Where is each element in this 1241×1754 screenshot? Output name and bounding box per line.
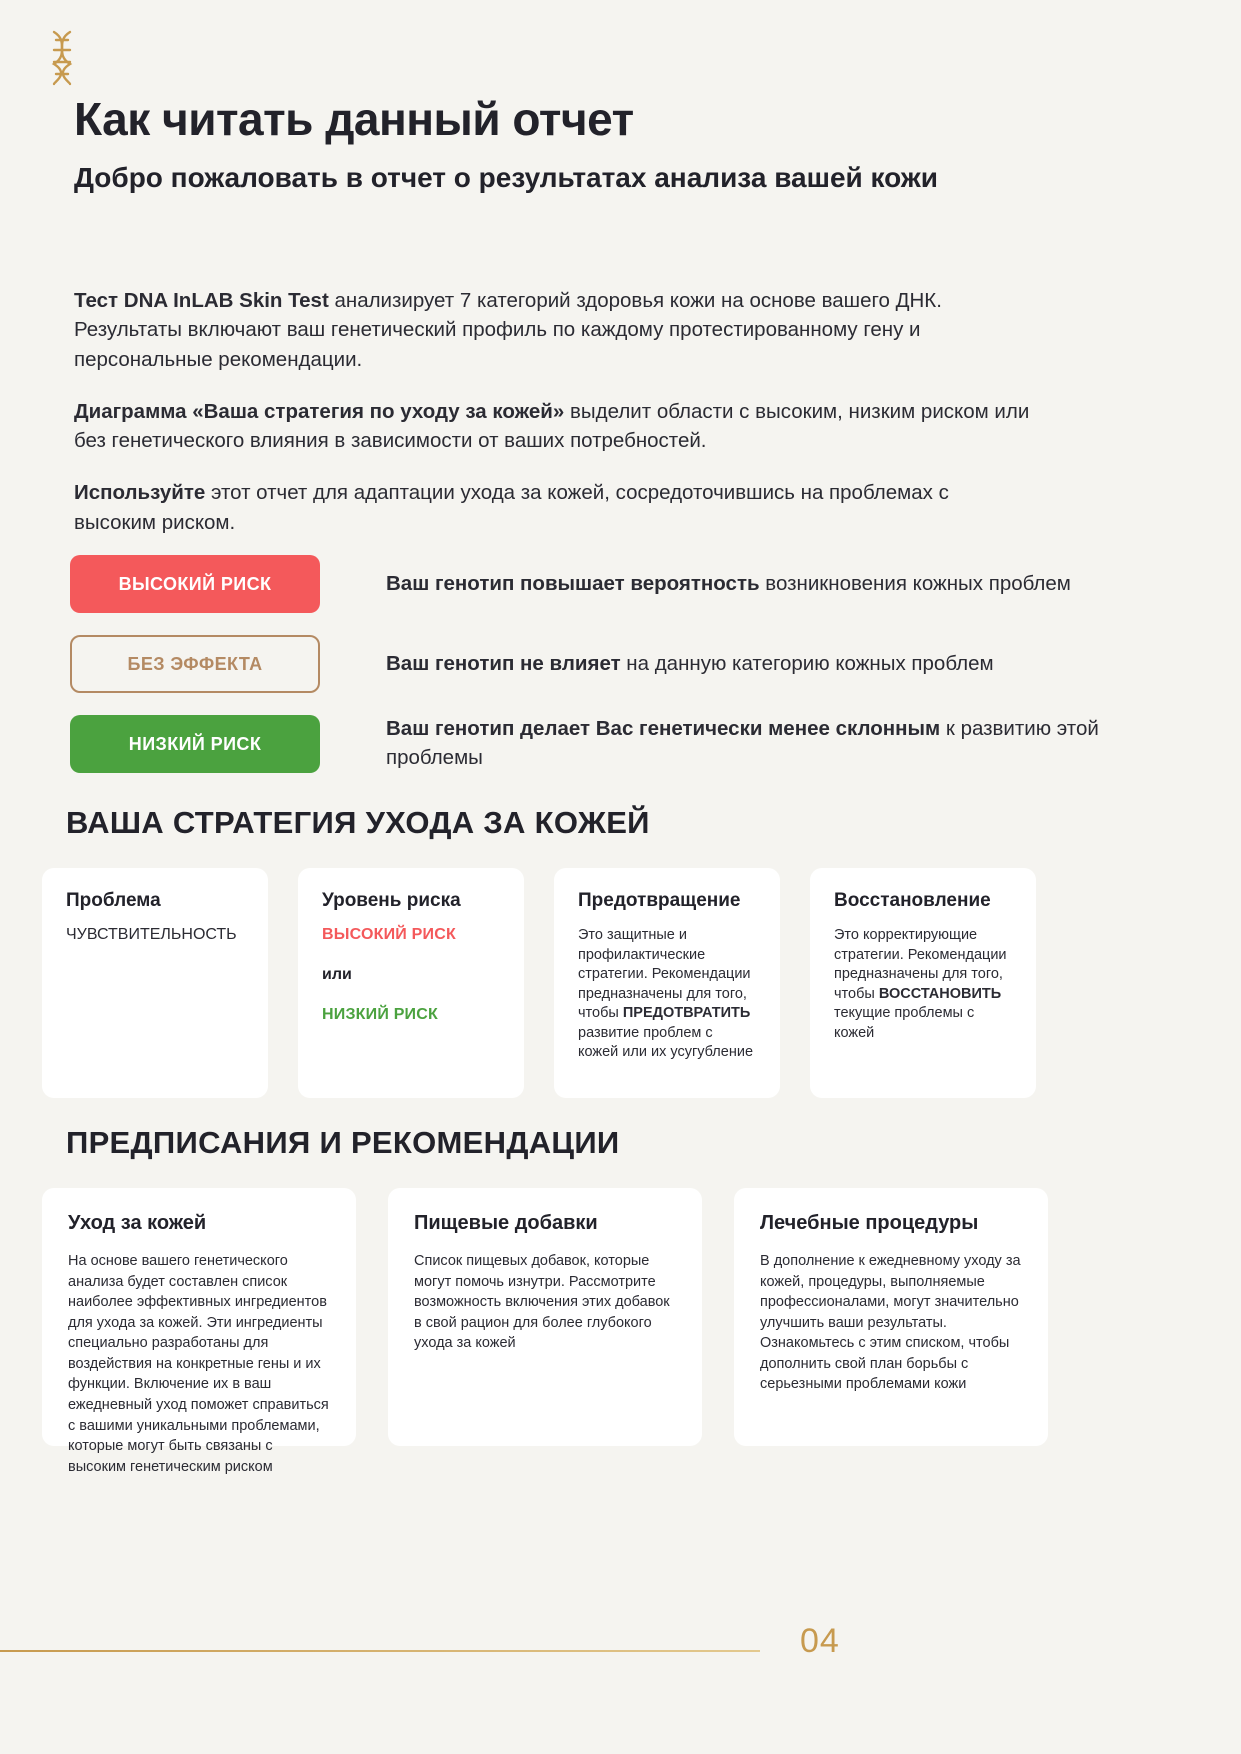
intro-paragraph-bold: Диаграмма «Ваша стратегия по уходу за кожей» — [74, 399, 565, 423]
card-title: Восстановление — [834, 890, 991, 911]
strategy-cards — [42, 868, 1036, 1098]
intro-paragraphs — [74, 265, 1034, 560]
recommendation-card-supplements — [388, 1188, 702, 1446]
card-title: Проблема — [66, 890, 161, 911]
card-title: Лечебные процедуры — [760, 1212, 979, 1234]
legend-text-bold: Ваш генотип не влияет — [386, 651, 621, 675]
strategy-card-risk-level — [298, 868, 524, 1098]
recommendation-cards — [42, 1188, 1048, 1475]
card-body: Список пищевых добавок, которые могут помочь изнутри. Рассмотрите возможность включения этих добавок в свой рацион для более глубокого ухода за кожей — [414, 1253, 670, 1352]
risk-legend — [70, 555, 1170, 795]
recommendation-card-skincare — [42, 1188, 356, 1475]
card-value: ЧУВСТВИТЕЛЬНОСТЬ — [66, 926, 237, 943]
legend-row-no-effect — [70, 635, 1170, 693]
intro-paragraph — [74, 286, 1034, 375]
legend-text-bold: Ваш генотип делает Вас генетически менее склонным — [386, 717, 941, 741]
legend-text-rest: к развитию этой проблемы — [386, 717, 1099, 769]
risk-low-label: НИЗКИЙ РИСК — [322, 1006, 438, 1023]
legend-text-bold: Ваш генотип повышает вероятность — [386, 571, 760, 595]
strategy-card-prevention — [554, 868, 780, 1098]
risk-or-label: или — [322, 966, 352, 983]
intro-paragraph-text: анализирует 7 категорий здоровья кожи на основе вашего ДНК. Результаты включают ваш генетический профиль по каждому протестированному гену и персональные рекомендации. — [74, 288, 942, 371]
page-subtitle: Добро пожаловать в отчет о результатах анализа вашей кожи — [74, 162, 938, 193]
card-body-emphasis: ПРЕДОТВРАТИТЬ — [622, 1005, 751, 1022]
card-body: В дополнение к ежедневному уходу за кожей, процедуры, выполняемые профессионалами, могут значительно улучшить ваши результаты. Ознакомьтесь с этим списком, чтобы дополнить свой план борьбы с серьезными проблемами кожи — [760, 1253, 1021, 1393]
card-title: Пищевые добавки — [414, 1212, 598, 1234]
card-body-part1: Это защитные и профилактические стратегии. Рекомендации предназначены для того, чтобы — [578, 927, 751, 1022]
card-body: На основе вашего генетического анализа будет составлен список наиболее эффективных ингредиентов для ухода за кожей. Эти ингредиенты специально разработаны для воздействия на конкретные гены и их функции. Включение их в ваш ежедневный уход поможет справиться с вашими уникальными проблемами, которые могут быть связаны с высоким генетическим риском — [68, 1253, 329, 1475]
legend-text-rest: возникновения кожных проблем — [759, 571, 1071, 595]
card-body-part1: Это корректирующие стратегии. Рекомендации предназначены для того, чтобы — [834, 927, 1007, 1002]
recommendation-card-treatments — [734, 1188, 1048, 1446]
intro-paragraph-bold: Тест DNA InLAB Skin Test — [74, 288, 329, 312]
card-body-part2: развитие проблем с кожей или их усугубление — [578, 1024, 754, 1061]
card-body — [834, 926, 1012, 1043]
legend-text-low-risk — [386, 715, 1170, 772]
strategy-section-heading: ВАША СТРАТЕГИЯ УХОДА ЗА КОЖЕЙ — [66, 805, 650, 840]
legend-row-high-risk — [70, 555, 1170, 613]
legend-row-low-risk — [70, 715, 1170, 773]
page-number: 04 — [800, 1622, 840, 1660]
card-title: Уровень риска — [322, 890, 461, 911]
card-title: Уход за кожей — [68, 1212, 207, 1234]
badge-low-risk: НИЗКИЙ РИСК — [70, 715, 320, 773]
recommendations-section-heading: ПРЕДПИСАНИЯ И РЕКОМЕНДАЦИИ — [66, 1125, 620, 1160]
card-body-emphasis: ВОССТАНОВИТЬ — [878, 985, 1002, 1002]
legend-text-no-effect — [386, 650, 994, 679]
risk-high-label: ВЫСОКИЙ РИСК — [322, 926, 456, 943]
footer-divider — [0, 1650, 760, 1652]
intro-paragraph-bold: Используйте — [74, 481, 206, 505]
badge-high-risk: ВЫСОКИЙ РИСК — [70, 555, 320, 613]
legend-text-rest: на данную категорию кожных проблем — [620, 651, 994, 675]
intro-paragraph-text: выделит области с высоким, низким риском или без генетического влияния в зависимости от ваших потребностей. — [74, 399, 1030, 453]
intro-paragraph — [74, 478, 1034, 537]
legend-text-high-risk — [386, 570, 1071, 599]
strategy-card-restoration — [810, 868, 1036, 1098]
card-title: Предотвращение — [578, 890, 741, 911]
badge-no-effect: БЕЗ ЭФФЕКТА — [70, 635, 320, 693]
intro-paragraph — [74, 397, 1034, 456]
dna-helix-icon — [40, 28, 84, 88]
page-title: Как читать данный отчет — [74, 93, 634, 145]
card-body — [578, 926, 756, 1063]
intro-paragraph-text: этот отчет для адаптации ухода за кожей, сосредоточившись на проблемах с высоким риском. — [74, 481, 949, 534]
strategy-card-problem — [42, 868, 268, 1098]
card-body-part2: текущие проблемы с кожей — [834, 1005, 975, 1041]
